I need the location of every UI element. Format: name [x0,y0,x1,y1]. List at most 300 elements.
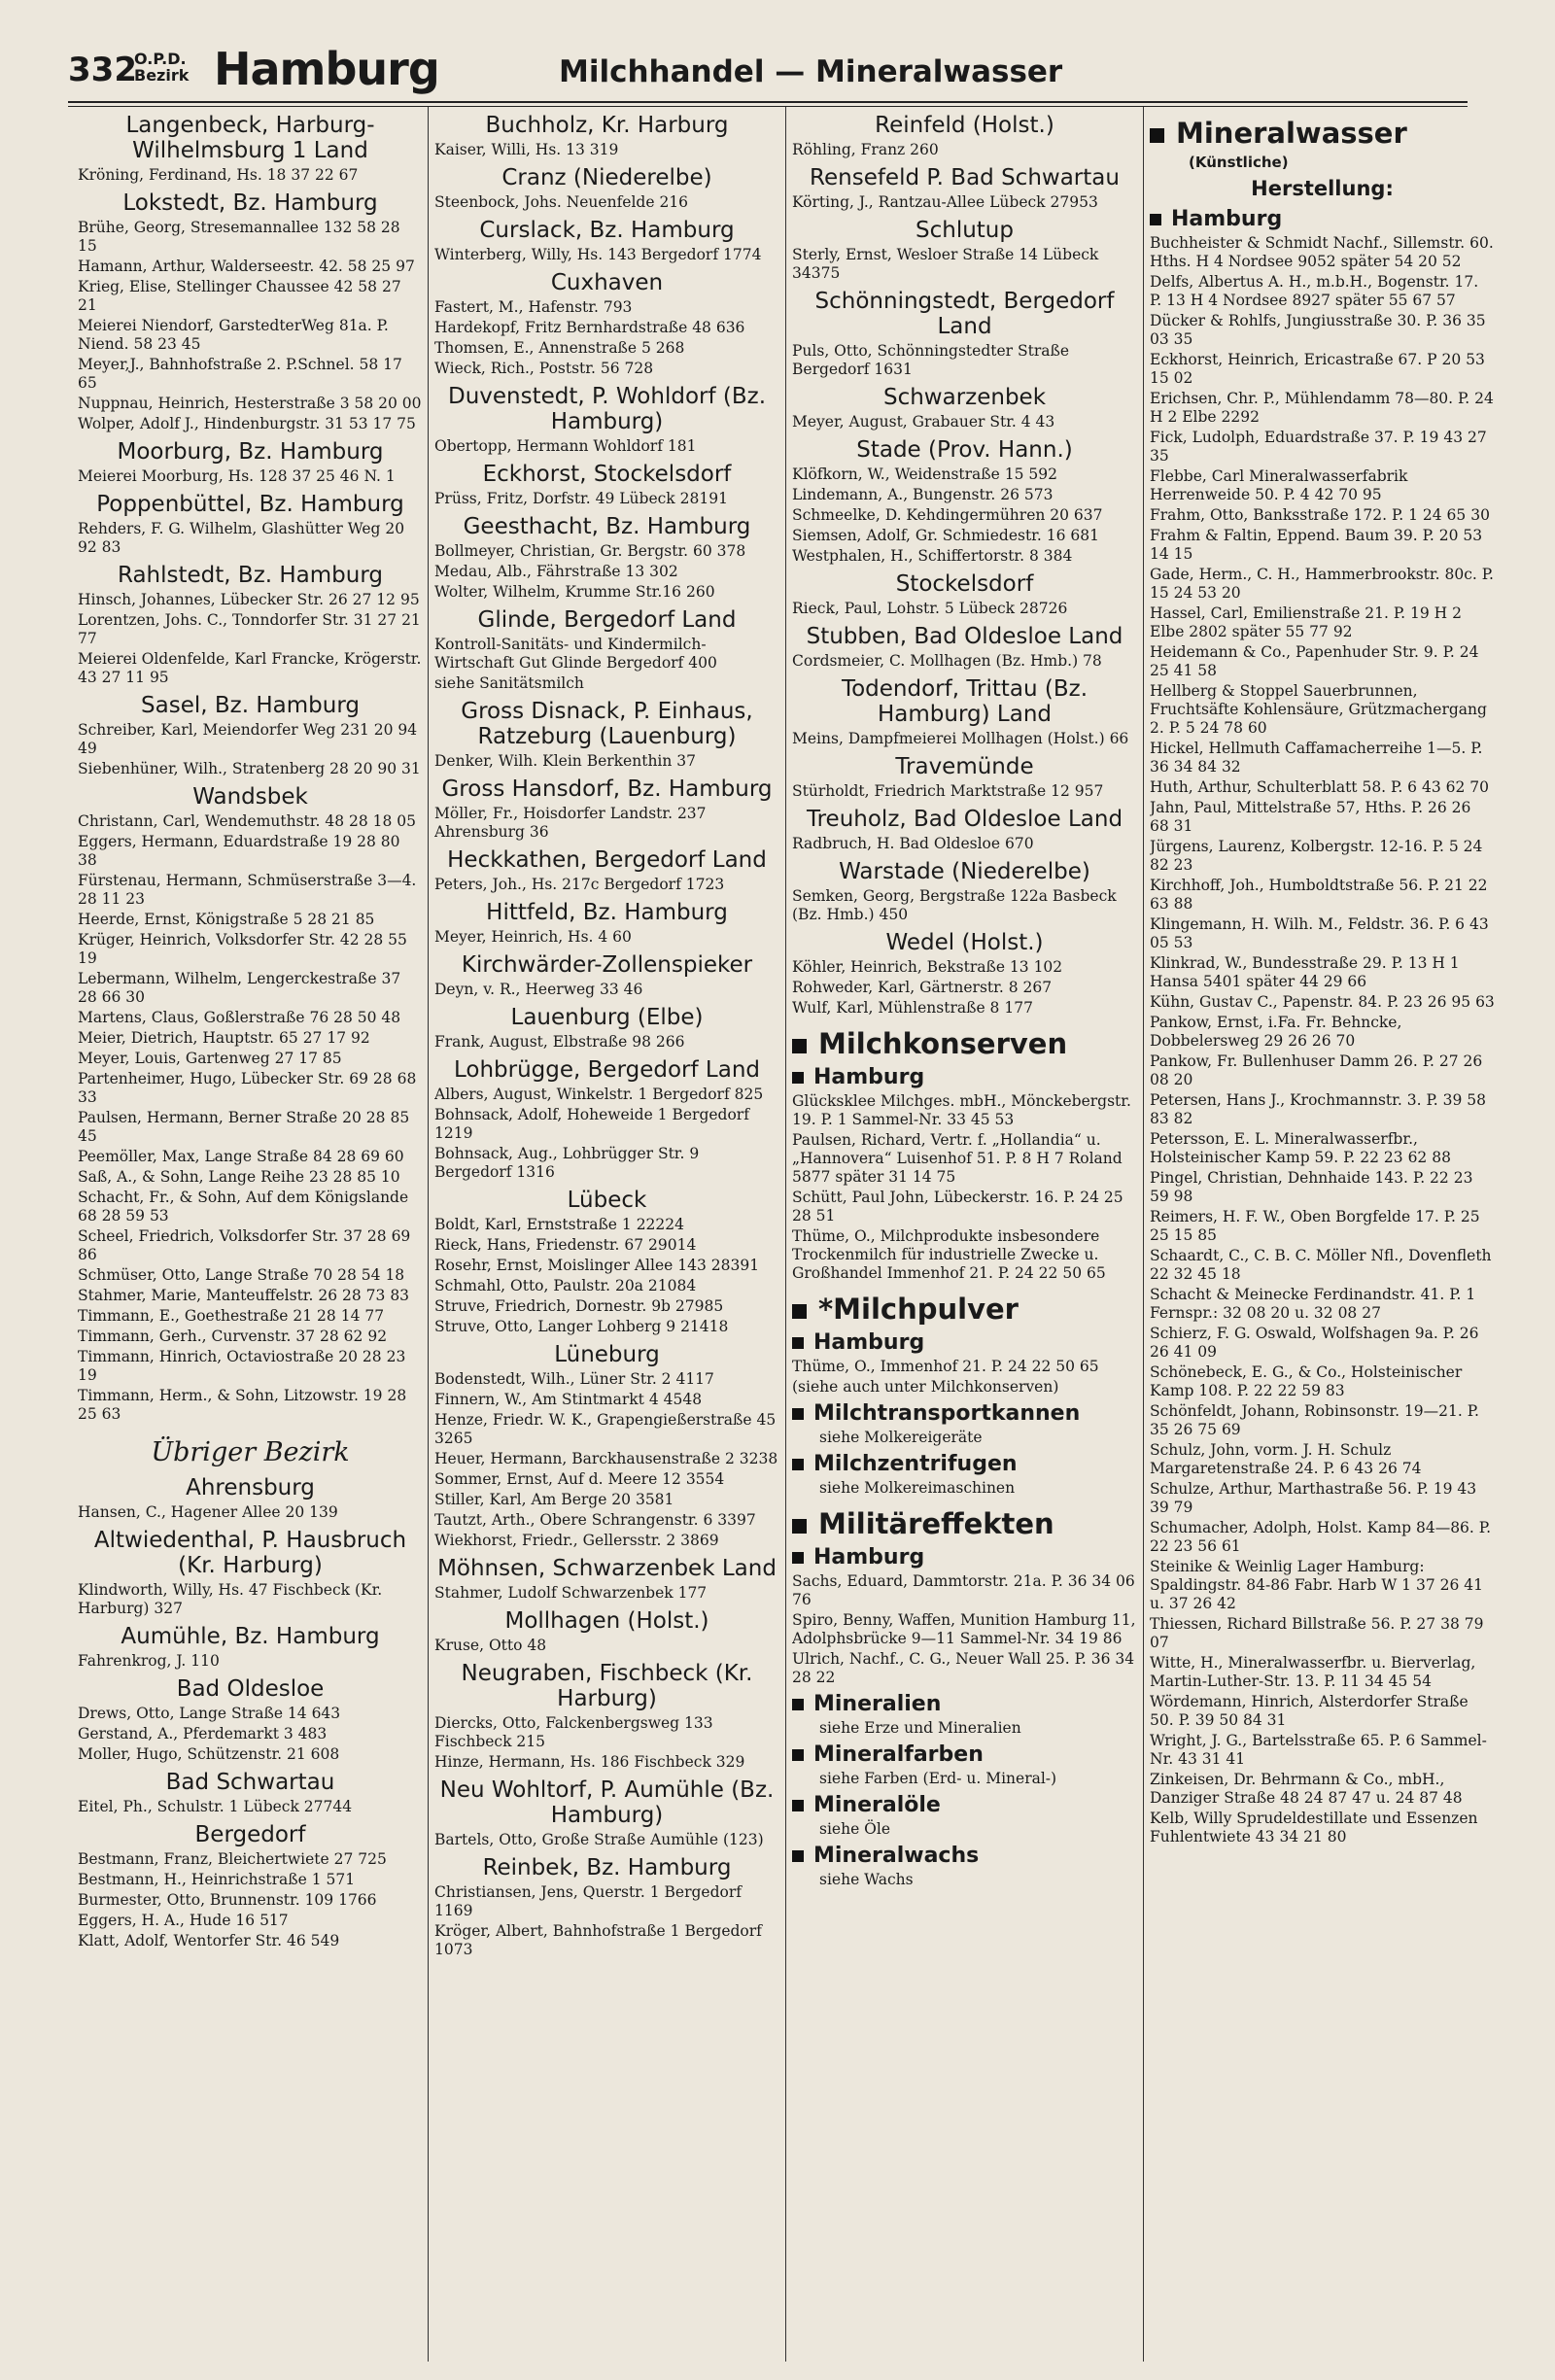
entry-text: Meyer, Louis, Gartenweg 27 17 85 [78,1050,342,1067]
directory-entry [792,506,1137,525]
place-heading [78,1528,423,1578]
place-heading [78,1624,423,1649]
entry-text: Eggers, H. A., Hude 16 517 [78,1912,289,1929]
place-heading [792,113,1137,138]
opd-line1: O.P.D. [134,50,187,68]
entry-text: siehe Farben (Erd- u. Mineral-) [819,1770,1057,1787]
directory-entry [434,1297,779,1316]
entry-text: Todendorf, Trittau (Bz. Hamburg) Land [841,676,1088,727]
directory-entry [78,258,423,276]
directory-entry [792,141,1137,159]
entry-text: Bestmann, H., Heinrichstraße 1 571 [78,1871,356,1888]
entry-text: Meyer, August, Grabauer Str. 4 43 [792,413,1055,431]
directory-entry [78,520,423,557]
entry-text: Boldt, Karl, Ernststraße 1 22224 [434,1216,684,1233]
directory-entry [1150,877,1495,914]
entry-text: Meierei Niendorf, GarstedterWeg 81a. P. Niend. 58 23 45 [78,317,389,353]
column-3 [792,107,1137,2362]
entry-text: Milchzentrifugen [813,1452,1018,1476]
entry-text: Treuholz, Bad Oldesloe Land [806,807,1123,832]
directory-entry [434,1714,779,1751]
entry-text: Witte, H., Mineralwasserfbr. u. Bierverlag, Martin-Luther-Str. 13. P. 11 34 45 54 [1150,1654,1476,1690]
entry-text: siehe Erze und Mineralien [819,1719,1021,1737]
entry-text: Rohweder, Karl, Gärtnerstr. 8 267 [792,979,1053,996]
entry-text: Heckkathen, Bergedorf Land [447,847,767,873]
directory-entry [434,141,779,159]
section-heading [792,1027,1137,1060]
entry-text: Lohbrügge, Bergedorf Land [453,1057,760,1083]
entry-text: Buchheister & Schmidt Nachf., Sillemstr. 60. Hths. H 4 Nordsee 9052 später 54 20 52 [1150,234,1494,270]
place-heading [434,607,779,633]
directory-entry [434,542,779,561]
directory-entry [434,298,779,317]
directory-entry [1150,1325,1495,1362]
entry-text: Stahmer, Ludolf Schwarzenbek 177 [434,1584,708,1602]
entry-text: Scheel, Friedrich, Volksdorfer Str. 37 28 69 86 [78,1227,411,1263]
entry-text: Klinkrad, W., Bundesstraße 29. P. 13 H 1 Hansa 5401 später 44 29 66 [1150,954,1460,990]
entry-text: Fahrenkrog, J. 110 [78,1652,220,1670]
directory-entry [1150,682,1495,738]
entry-text: Milchtransportkannen [813,1401,1081,1426]
entry-text: Langenbeck, Harburg-Wilhelmsburg 1 Land [125,113,375,163]
entry-text: Warstade (Niederelbe) [839,859,1090,884]
place-heading [792,385,1137,410]
entry-text: Brühe, Georg, Stresemannallee 132 58 28 15 [78,219,400,255]
place-heading [434,1777,779,1828]
directory-entry [434,1831,779,1849]
directory-entry [78,611,423,648]
entry-text: Wolter, Wilhelm, Krumme Str.16 260 [434,583,715,601]
directory-entry [434,563,779,581]
directory-entry [78,1798,423,1816]
entry-text: Körting, J., Rantzau-Allee Lübeck 27953 [792,193,1098,211]
entry-text: Prüss, Fritz, Dorfstr. 49 Lübeck 28191 [434,490,728,507]
entry-text: Sommer, Ernst, Auf d. Meere 12 3554 [434,1470,725,1488]
directory-entry [78,1266,423,1285]
section-heading [792,1293,1137,1326]
directory-entry [78,1168,423,1187]
entry-text: Schreiber, Karl, Meiendorfer Weg 231 20 94 49 [78,721,418,757]
entry-text: Köhler, Heinrich, Bekstraße 13 102 [792,958,1063,976]
entry-text: Saß, A., & Sohn, Lange Reihe 23 28 85 10 [78,1168,400,1186]
directory-entry [78,1912,423,1930]
directory-entry [434,1145,779,1182]
directory-entry [78,721,423,758]
entry-text: Peemöller, Max, Lange Straße 84 28 69 60 [78,1148,404,1165]
directory-entry [792,1227,1137,1283]
entry-text: Meier, Dietrich, Hauptstr. 65 27 17 92 [78,1029,370,1047]
entry-text: Hansen, C., Hagener Allee 20 139 [78,1503,338,1521]
topic-title: Milchhandel — Mineralwasser [559,54,1063,89]
directory-entry [78,1871,423,1889]
directory-entry [434,1106,779,1143]
subsection-heading [792,1400,1137,1427]
entry-text: Huth, Arthur, Schulterblatt 58. P. 6 43 62 70 [1150,778,1489,796]
entry-text: siehe Molkereigeräte [819,1429,983,1446]
entry-text: Schulz, John, vorm. J. H. Schulz Margaretenstraße 24. P. 6 43 26 74 [1150,1441,1422,1477]
entry-text: Eckhorst, Heinrich, Ericastraße 67. P 20 53 15 02 [1150,351,1485,387]
directory-entry [434,1753,779,1772]
entry-text: Sterly, Ernst, Wesloer Straße 14 Lübeck 34375 [792,246,1099,282]
directory-entry [1150,1771,1495,1808]
bullet-square-icon [792,1850,804,1862]
bullet-square-icon [792,1337,804,1349]
entry-text: siehe Molkereimaschinen [819,1479,1016,1497]
entry-text: Hamburg [813,1545,925,1569]
entry-text: siehe Öle [819,1820,891,1838]
directory-entry [434,1216,779,1234]
directory-entry [78,356,423,393]
entry-text: Jürgens, Laurenz, Kolbergstr. 12-16. P. 5 24 82 23 [1150,838,1483,874]
entry-text: Wiekhorst, Friedr., Gellersstr. 2 3869 [434,1532,719,1549]
place-heading [434,218,779,243]
directory-entry [434,1318,779,1336]
entry-text: Meierei Oldenfelde, Karl Francke, Krögerstr. 43 27 11 95 [78,650,422,686]
see-also-note [819,1820,1137,1839]
entry-text: Poppenbüttel, Bz. Hamburg [96,492,404,517]
entry-text: Schlutup [916,218,1014,243]
directory-entry [78,467,423,486]
entry-text: Wolper, Adolf J., Hindenburgstr. 31 53 17 75 [78,415,416,432]
directory-entry [434,1033,779,1052]
entry-text: Bodenstedt, Wilh., Lüner Str. 2 4117 [434,1370,714,1388]
directory-entry [792,730,1137,748]
entry-text: Schacht & Meinecke Ferdinandstr. 41. P. 1 Fernspr.: 32 08 20 u. 32 08 27 [1150,1286,1476,1322]
directory-entry [1150,1480,1495,1517]
directory-entry [1150,1247,1495,1284]
directory-entry [78,1387,423,1424]
entry-text: Moller, Hugo, Schützenstr. 21 608 [78,1745,340,1763]
entry-text: Partenheimer, Hugo, Lübecker Str. 69 28 68 33 [78,1070,417,1106]
entry-text: Delfs, Albertus A. H., m.b.H., Bogenstr. 17. P. 13 H 4 Nordsee 8927 später 55 67 57 [1150,273,1479,309]
directory-entry [434,1883,779,1920]
directory-entry [434,319,779,337]
entry-text: Peters, Joh., Hs. 217c Bergedorf 1723 [434,876,725,893]
directory-entry [434,928,779,947]
entry-text: Sasel, Bz. Hamburg [141,693,360,718]
place-heading [434,776,779,802]
entry-text: Ahrensburg [186,1475,315,1500]
bullet-square-icon [1150,128,1164,143]
entry-text: Stahmer, Marie, Manteuffelstr. 26 28 73 83 [78,1287,410,1304]
entry-text: Timmann, Hinrich, Octaviostraße 20 28 23 19 [78,1348,406,1384]
entry-text: Klatt, Adolf, Wentorfer Str. 46 549 [78,1932,340,1949]
entry-text: Petersen, Hans J., Krochmannstr. 3. P. 39 58 83 82 [1150,1091,1486,1127]
entry-text: Fastert, M., Hafenstr. 793 [434,298,633,316]
entry-text: Krüger, Heinrich, Volksdorfer Str. 42 28 55 19 [78,931,407,967]
entry-text: (siehe auch unter Milchkonserven) [792,1378,1059,1396]
bullet-square-icon [792,1552,804,1564]
opd-line2: Bezirk [134,66,190,85]
directory-entry [1150,351,1495,388]
directory-entry [1150,506,1495,525]
entry-text: Fürstenau, Hermann, Schmüserstraße 3—4. 28 11 23 [78,872,417,908]
entry-text: Christann, Carl, Wendemuthstr. 48 28 18 05 [78,812,417,830]
directory-entry [78,1287,423,1305]
directory-entry [1150,799,1495,836]
directory-entry [434,1391,779,1409]
place-heading [78,113,423,163]
entry-text: Frank, August, Elbstraße 98 266 [434,1033,685,1051]
subsection-heading [792,1544,1137,1570]
entry-text: Timmann, Herm., & Sohn, Litzowstr. 19 28 25 63 [78,1387,407,1423]
place-heading [434,1608,779,1634]
subsection-heading [1150,206,1495,232]
entry-text: Siebenhüner, Wilh., Stratenberg 28 20 90 31 [78,760,421,777]
entry-text: Lindemann, A., Bungenstr. 26 573 [792,486,1054,503]
place-heading [434,270,779,295]
entry-text: Lüneburg [554,1342,660,1367]
directory-entry [78,219,423,256]
place-heading [792,676,1137,727]
directory-entry [1150,1558,1495,1613]
bullet-square-icon [792,1304,807,1319]
entry-text: Klöfkorn, W., Weidenstraße 15 592 [792,466,1057,483]
entry-text: Reimers, H. F. W., Oben Borgfelde 17. P. 25 25 15 85 [1150,1208,1480,1244]
directory-entry [434,1450,779,1468]
entry-text: Lübeck [567,1188,647,1213]
entry-text: Kröger, Albert, Bahnhofstraße 1 Bergedorf 1073 [434,1922,762,1958]
directory-entry [1150,1014,1495,1051]
directory-entry [1150,1402,1495,1439]
place-heading [78,784,423,810]
directory-entry [78,931,423,968]
entry-text: Schütt, Paul John, Lübeckerstr. 16. P. 24 25 28 51 [792,1189,1123,1224]
entry-text: Semken, Georg, Bergstraße 122a Basbeck (Bz. Hmb.) 450 [792,887,1117,923]
entry-text: Denker, Wilh. Klein Berkenthin 37 [434,752,697,770]
directory-entry [434,981,779,999]
entry-text: Diercks, Otto, Falckenbergsweg 133 Fischbeck 215 [434,1714,713,1750]
entry-text: Lokstedt, Bz. Hamburg [122,190,378,216]
entry-text: Mineralwachs [813,1844,980,1868]
subsection-heading [792,1843,1137,1869]
entry-text: Rieck, Paul, Lohstr. 5 Lübeck 28726 [792,600,1068,617]
entry-text: Hamburg [813,1065,925,1089]
place-heading [792,624,1137,649]
directory-entry [1150,234,1495,271]
entry-text: Zinkeisen, Dr. Behrmann & Co., mbH., Danziger Straße 48 24 87 47 u. 24 87 48 [1150,1771,1463,1807]
entry-text: Steenbock, Johs. Neuenfelde 216 [434,193,689,211]
place-heading [78,439,423,465]
entry-text: Bollmeyer, Christian, Gr. Bergstr. 60 378 [434,542,746,560]
subsection-heading [792,1742,1137,1768]
place-heading [434,1556,779,1581]
entry-text: Drews, Otto, Lange Straße 14 643 [78,1705,341,1722]
entry-text: Wright, J. G., Bartelsstraße 65. P. 6 Sammel-Nr. 43 31 41 [1150,1732,1487,1768]
entry-text: Gross Hansdorf, Bz. Hamburg [441,776,773,802]
entry-text: Steinike & Weinlig Lager Hamburg: Spaldingstr. 84-86 Fabr. Harb W 1 37 26 41 u. 37 26 42 [1150,1558,1483,1612]
directory-entry [78,812,423,831]
entry-text: Medau, Alb., Fährstraße 13 302 [434,563,678,580]
directory-entry [792,246,1137,283]
entry-text: Thüme, O., Immenhof 21. P. 24 22 50 65 [792,1358,1099,1375]
subtitle-note [1189,154,1495,171]
directory-entry [792,486,1137,504]
bullet-square-icon [792,1459,804,1470]
directory-entry [78,1705,423,1723]
directory-entry [78,1009,423,1027]
directory-entry [1150,1654,1495,1691]
entry-text: Lebermann, Wilhelm, Lengerckestraße 37 28 66 30 [78,970,401,1006]
entry-text: Dücker & Rohlfs, Jungiusstraße 30. P. 36 35 03 35 [1150,312,1486,348]
directory-entry [78,1109,423,1146]
entry-text: Timmann, Gerh., Curvenstr. 37 28 62 92 [78,1328,388,1345]
entry-text: Pingel, Christian, Dehnhaide 143. P. 22 23 59 98 [1150,1169,1473,1205]
place-heading [434,1342,779,1367]
directory-entry [78,1148,423,1166]
place-heading [434,384,779,434]
entry-text: Hamann, Arthur, Walderseestr. 42. 58 25 97 [78,258,415,275]
entry-text: Schaardt, C., C. B. C. Möller Nfl., Dovenfleth 22 32 45 18 [1150,1247,1492,1283]
directory-entry [1150,1052,1495,1089]
directory-entry [1150,915,1495,952]
directory-entry [1150,604,1495,641]
directory-entry [78,1725,423,1743]
directory-entry [792,1572,1137,1609]
entry-text: Schacht, Fr., & Sohn, Auf dem Königslande 68 28 59 53 [78,1189,409,1224]
directory-entry [78,1581,423,1618]
directory-entry [1150,740,1495,776]
entry-text: Schmüser, Otto, Lange Straße 70 28 54 18 [78,1266,405,1284]
directory-entry [78,1050,423,1068]
entry-text: Milchkonserven [818,1027,1068,1060]
directory-entry [434,1411,779,1448]
directory-entry [434,1922,779,1959]
entry-text: Stürholdt, Friedrich Marktstraße 12 957 [792,782,1104,800]
place-heading [78,190,423,216]
entry-text: Lorentzen, Johs. C., Tonndorfer Str. 31 27 21 77 [78,611,421,647]
entry-text: Kontroll-Sanitäts- und Kindermilch-Wirtschaft Gut Glinde Bergedorf 400 [434,636,717,672]
directory-entry [78,415,423,433]
entry-text: Radbruch, H. Bad Oldesloe 670 [792,835,1034,852]
entry-text: Klingemann, H. Wilh. M., Feldstr. 36. P. 6 43 05 53 [1150,915,1489,951]
entry-text: Meins, Dampfmeierei Mollhagen (Holst.) 66 [792,730,1129,747]
entry-text: Struve, Friedrich, Dornestr. 9b 27985 [434,1297,724,1315]
entry-text: Timmann, E., Goethestraße 21 28 14 77 [78,1307,385,1325]
entry-text: Paulsen, Hermann, Berner Straße 20 28 85 45 [78,1109,410,1145]
entry-text: Hickel, Hellmuth Caffamacherreihe 1—5. P. 36 34 84 32 [1150,740,1483,776]
directory-entry [78,591,423,609]
entry-text: Curslack, Bz. Hamburg [479,218,735,243]
place-heading [78,693,423,718]
directory-entry [434,1086,779,1104]
directory-entry [1150,643,1495,680]
entry-text: Deyn, v. R., Heerweg 33 46 [434,981,643,998]
directory-entry [1150,1363,1495,1400]
entry-text: Bad Oldesloe [176,1676,325,1702]
entry-text: Gross Disnack, P. Einhaus, Ratzeburg (Lauenburg) [461,699,753,749]
directory-entry [792,193,1137,212]
directory-entry [1150,1732,1495,1769]
directory-entry [78,1891,423,1910]
see-also-note [819,1429,1137,1447]
directory-entry [1150,1091,1495,1128]
directory-entry [1150,429,1495,466]
directory-entry [78,1652,423,1671]
directory-entry [792,652,1137,671]
directory-entry [78,1348,423,1385]
bullet-square-icon [792,1072,804,1084]
entry-text: Ulrich, Nachf., C. G., Neuer Wall 25. P. 36 34 28 22 [792,1650,1135,1686]
column-divider [428,107,429,2362]
see-also-note [819,1871,1137,1889]
directory-entry [1150,1810,1495,1846]
place-heading [792,859,1137,884]
directory-entry [434,1511,779,1530]
opd-label [134,51,189,84]
directory-entry [792,600,1137,618]
entry-text: Kröning, Ferdinand, Hs. 18 37 22 67 [78,166,359,184]
directory-entry [78,1227,423,1264]
entry-text: Heidemann & Co., Papenhuder Str. 9. P. 24 25 41 58 [1150,643,1479,679]
directory-entry [434,490,779,508]
directory-entry [792,1131,1137,1187]
directory-entry [78,278,423,315]
subsection-heading [792,1451,1137,1477]
entry-text: Gerstand, A., Pferdemarkt 3 483 [78,1725,328,1742]
directory-entry [434,193,779,212]
entry-text: Schwarzenbek [882,385,1047,410]
entry-text: Möhnsen, Schwarzenbek Land [437,1556,777,1581]
directory-entry [78,317,423,354]
section-heading [1150,117,1495,150]
entry-text: Henze, Friedr. W. K., Grapengießerstraße 45 3265 [434,1411,777,1447]
entry-text: (Künstliche) [1189,154,1289,171]
entry-text: *Milchpulver [818,1293,1019,1326]
directory-entry [78,970,423,1007]
directory-entry [434,1637,779,1655]
entry-text: Schönebeck, E. G., & Co., Holsteinischer Kamp 108. P. 22 22 59 83 [1150,1363,1463,1399]
entry-text: Tautzt, Arth., Obere Schrangenstr. 6 3397 [434,1511,756,1529]
place-heading [434,847,779,873]
directory-entry [434,339,779,358]
entry-text: Schönningstedt, Bergedorf Land [814,289,1115,339]
directory-entry [1150,954,1495,991]
place-heading [792,437,1137,463]
entry-text: Jahn, Paul, Mittelstraße 57, Hths. P. 26 26 68 31 [1150,799,1471,835]
directory-entry [78,1850,423,1869]
entry-text: Albers, August, Winkelstr. 1 Bergedorf 825 [434,1086,764,1103]
directory-entry [434,437,779,456]
entry-text: Rahlstedt, Bz. Hamburg [117,563,384,588]
entry-text: siehe Sanitätsmilch [434,674,584,692]
directory-entry [792,466,1137,484]
entry-text: Schmeelke, D. Kehdingermühren 20 637 [792,506,1103,524]
directory-entry [1150,1693,1495,1730]
directory-entry [78,1328,423,1346]
entry-text: Übriger Bezirk [151,1437,350,1467]
directory-entry [792,979,1137,997]
place-heading [434,1188,779,1213]
subsection-heading [792,1792,1137,1818]
directory-entry [78,760,423,778]
entry-text: Petersson, E. L. Mineralwasserfbr., Holsteinischer Kamp 59. P. 22 23 62 88 [1150,1130,1451,1166]
entry-text: Glinde, Bergedorf Land [477,607,737,633]
directory-entry [1150,273,1495,310]
entry-text: Meierei Moorburg, Hs. 128 37 25 46 N. 1 [78,467,396,485]
place-heading [78,1676,423,1702]
entry-text: Fick, Ludolph, Eduardstraße 37. P. 19 43 27 35 [1150,429,1487,465]
directory-entry [434,752,779,771]
place-heading [434,1661,779,1711]
page-header [68,43,1468,101]
place-heading [434,514,779,539]
entry-text: Struve, Otto, Langer Lohberg 9 21418 [434,1318,729,1335]
place-heading [78,492,423,517]
entry-text: Nuppnau, Heinrich, Hesterstraße 3 58 20 00 [78,395,422,412]
directory-entry [434,1584,779,1603]
directory-entry [434,1532,779,1550]
